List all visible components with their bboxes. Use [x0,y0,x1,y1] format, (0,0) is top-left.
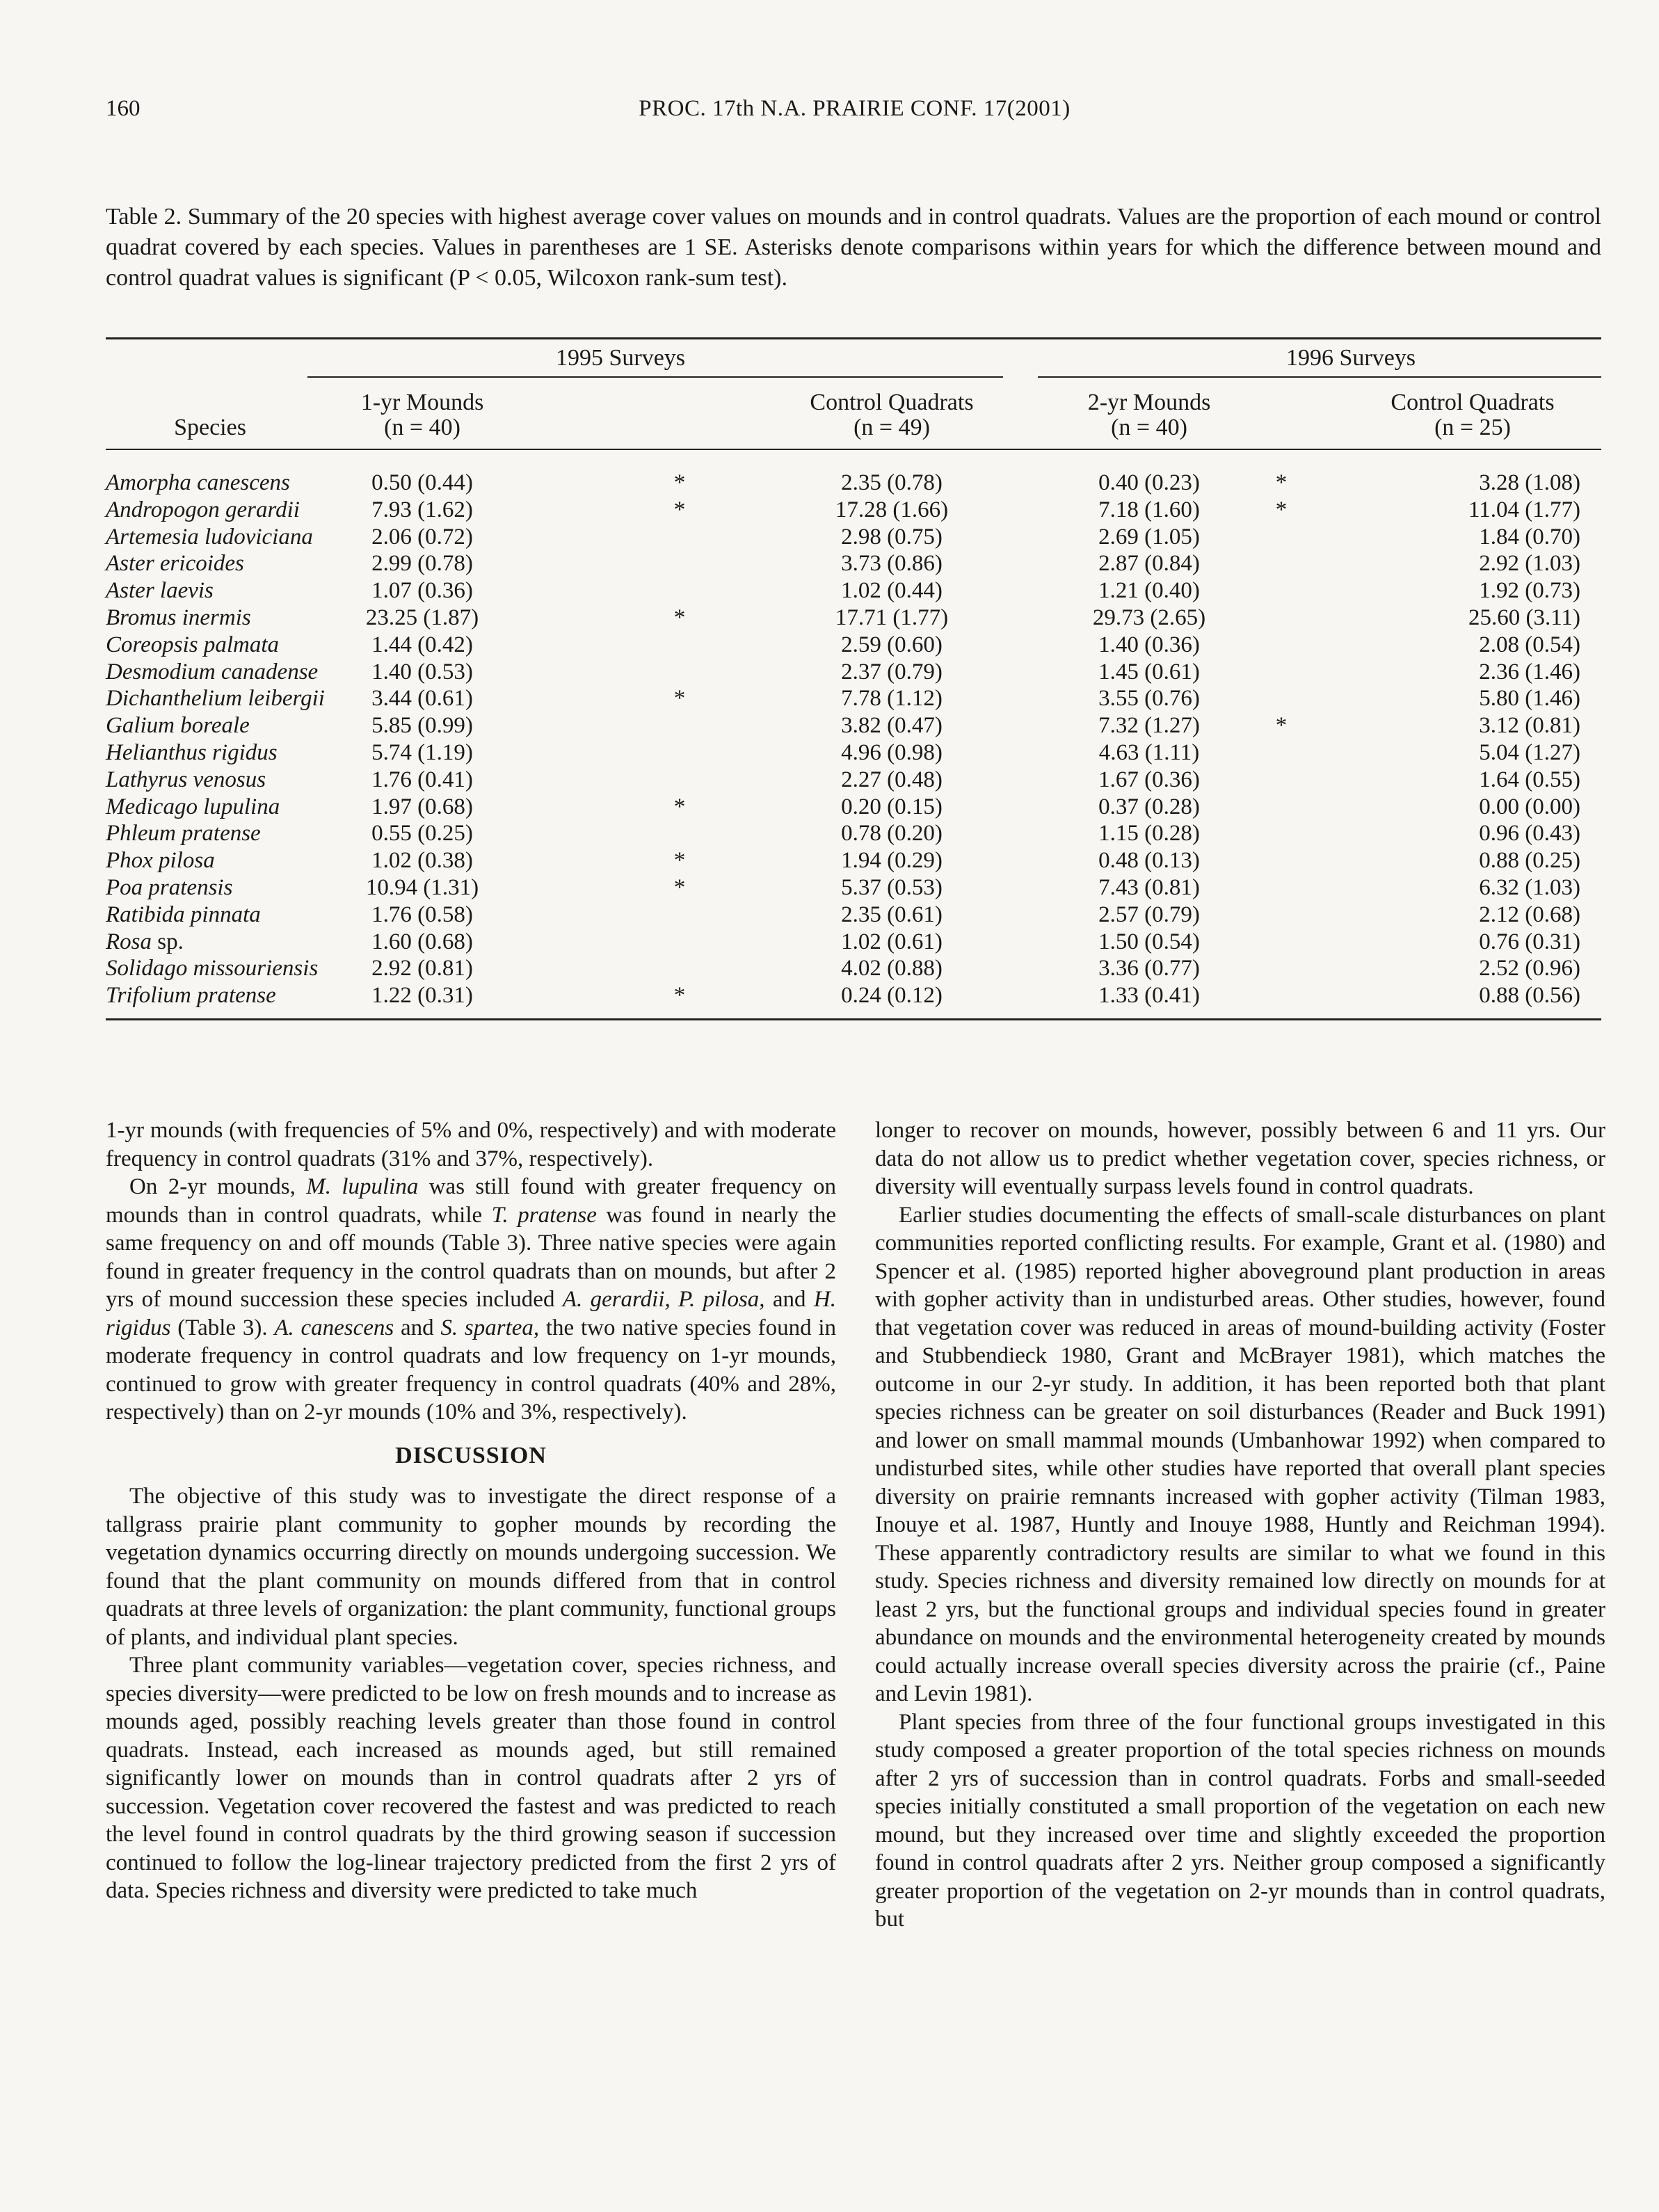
paragraph: The objective of this study was to investigate the direct response of a tallgrass prairie plant community to gopher mounds by recording the vegetation dynamics occurring directly on mounds undergoing succession. We found that the plant community on mounds differed from that in control quadrats at three levels of organization: the plant community, functional groups of plants, and individual plant species. [106,1484,836,1650]
paragraph: On 2-yr mounds, M. lupulina was still found with greater frequency on mounds than in control quadrats, while T. pratense was found in nearly the same frequency on and off mounds (Table 3). Three native species were again found in greater frequency in the control quadrats than on mounds, but after 2 yrs of mound succession these species included A. gerardii, P. pilosa, and H. rigidus (Table 3). A. canescens and S. spartea, the two native species found in moderate frequency in control quadrats and low frequency on 1-yr mounds, continued to grow with greater frequency in control quadrats (40% and 28%, respectively) than on 2-yr mounds (10% and 3%, respectively). [106,1174,837,1425]
table-row [106,604,1601,632]
mound-2yr-value: 2.69 (1.05) [1098,524,1200,550]
control-1996-value: 1.84 (0.70) [1479,524,1580,550]
mound-1yr-value: 1.97 (0.68) [371,794,473,819]
table-top-rule [106,337,1601,339]
table-row [106,497,1601,524]
control-1996-value: 5.04 (1.27) [1479,739,1580,765]
control-1996-value: 2.92 (1.03) [1479,551,1580,577]
mound-1yr-value: 1.40 (0.53) [371,659,473,684]
mound-1yr-value: 10.94 (1.31) [365,874,479,900]
species-name: Medicago lupulina [106,794,280,819]
table-row [106,955,1601,982]
control-1996-value: 0.00 (0.00) [1479,794,1580,819]
mound-1yr-value: 2.06 (0.72) [371,524,473,550]
control-1995-value: 1.94 (0.29) [841,848,943,874]
table-body [106,470,1601,1009]
species-name: Rosa sp. [106,929,184,954]
mound-2yr-value: 29.73 (2.65) [1092,604,1206,630]
control-1996-value: 6.32 (1.03) [1479,874,1580,900]
mound-1yr-value: 23.25 (1.87) [365,604,479,630]
sig-1995: * [673,848,686,874]
survey-1995-rule [307,376,1003,378]
species-name: Lathyrus venosus [106,767,266,792]
paragraph: Earlier studies documenting the effects of small-scale disturbances on plant communities reported conflicting results. For example, Grant et al. (1980) and Spencer et al. (1985) reported higher aboveground plant production in areas with gopher activity than in undisturbed areas. Other studies, however, found that vegetation cover was reduced in areas of mound-building activity (Foster and Stubbendieck 1980, Grant and McBrayer 1981), which matches the outcome in our 2-yr study. In addition, it has been reported both that plant species richness can be greater on soil disturbances (Reader and Buck 1991) and lower on small mammal mounds (Umbanhowar 1992) when compared to undisturbed sites, while other studies have reported that overall plant species diversity on prairie remnants increased with gopher activity (Tilman 1983, Inouye et al. 1987, Huntly and Inouye 1988, Huntly and Reichman 1994). These apparently contradictory results are similar to what we found in this study. Species richness and diversity remained low directly on mounds for at least 2 yrs, but the functional groups and individual species found in greater abundance on mounds and the environmental heterogeneity created by mounds could actually increase overall species diversity across the prairie (cf., Paine and Levin 1981). [875,1202,1605,1706]
table-row [106,470,1601,497]
species-name: Andropogon gerardii [106,497,300,522]
col-2yr-mounds: 2-yr Mounds [1087,390,1211,415]
mound-2yr-value: 1.33 (0.41) [1098,983,1200,1009]
mound-2yr-value: 0.40 (0.23) [1098,470,1200,495]
table-row [106,577,1601,604]
control-1996-value: 25.60 (3.11) [1468,604,1580,630]
control-1995-value: 0.78 (0.20) [841,821,943,847]
control-1996-value: 2.08 (0.54) [1479,632,1580,657]
mound-2yr-value: 1.45 (0.61) [1098,659,1200,684]
control-1995-value: 0.24 (0.12) [841,983,943,1009]
paragraph: longer to recover on mounds, however, possibly between 6 and 11 yrs. Our data do not allow us to predict whether vegetation cover, species richness, or diversity will eventually surpass levels found in control quadrats. [875,1118,1605,1199]
control-1996-value: 3.28 (1.08) [1479,470,1580,495]
species-name: Trifolium pratense [106,983,276,1009]
control-1995-value: 2.59 (0.60) [841,632,943,657]
control-1995-value: 1.02 (0.44) [841,578,943,604]
mound-2yr-value: 1.40 (0.36) [1098,632,1200,657]
control-1995-value: 7.78 (1.12) [841,686,943,712]
species-name: Dichanthelium leibergii [106,686,325,712]
control-1995-value: 17.28 (1.66) [835,497,949,522]
species-name: Amorpha canescens [106,470,290,495]
control-1995-value: 2.35 (0.61) [841,901,943,927]
table-row [106,685,1601,712]
species-name: Bromus inermis [106,604,251,630]
mound-2yr-value: 1.67 (0.36) [1098,767,1200,792]
mound-1yr-value: 1.76 (0.41) [371,767,473,792]
col-control-1995-n: (n = 49) [853,415,930,440]
mound-2yr-value: 7.43 (0.81) [1098,874,1200,900]
mound-2yr-value: 0.48 (0.13) [1098,848,1200,874]
mound-1yr-value: 0.50 (0.44) [371,470,473,495]
control-1996-value: 2.36 (1.46) [1479,659,1580,684]
mound-1yr-value: 5.85 (0.99) [371,713,473,739]
control-1995-value: 2.98 (0.75) [841,524,943,550]
paragraph: Plant species from three of the four functional groups investigated in this study composed a greater proportion of the total species richness on mounds after 2 yrs of succession than in control quadrats. Forbs and small-seeded species initially constituted a small proportion of the vegetation on each new mound, but they increased over time and slightly exceeded the proportion found in control quadrats after 2 yrs. Neither group composed a significantly greater proportion of the vegetation on 2-yr mounds than in control quadrats, but [875,1709,1605,1932]
left-column [106,1116,836,1905]
control-1995-value: 4.96 (0.98) [841,739,943,765]
table-row [106,929,1601,956]
control-1996-value: 1.92 (0.73) [1479,578,1580,604]
mound-2yr-value: 1.50 (0.54) [1098,929,1200,954]
col-1yr-mounds: 1-yr Mounds [360,390,484,415]
control-1996-value: 11.04 (1.77) [1468,497,1580,522]
table-bottom-rule [106,1018,1601,1020]
mound-2yr-value: 2.57 (0.79) [1098,901,1200,927]
col-control-1996: Control Quadrats [1390,390,1555,415]
table-row [106,524,1601,551]
control-1995-value: 3.73 (0.86) [841,551,943,577]
species-name: Poa pratensis [106,874,233,900]
col-control-1996-n: (n = 25) [1434,415,1511,440]
species-name: Ratibida pinnata [106,901,261,927]
mound-2yr-value: 2.87 (0.84) [1098,551,1200,577]
sig-1995: * [673,794,686,819]
table-row [106,982,1601,1009]
mound-1yr-value: 2.99 (0.78) [371,551,473,577]
sig-1995: * [673,497,686,522]
control-1996-value: 0.76 (0.31) [1479,929,1580,954]
species-name: Aster laevis [106,578,214,604]
sig-1995: * [673,983,686,1009]
table-row [106,739,1601,767]
control-1996-value: 0.88 (0.56) [1479,983,1580,1009]
control-1995-value: 3.82 (0.47) [841,713,943,739]
mound-2yr-value: 1.15 (0.28) [1098,821,1200,847]
control-1995-value: 2.37 (0.79) [841,659,943,684]
sig-1996: * [1275,470,1288,495]
control-1996-value: 2.52 (0.96) [1479,956,1580,981]
mound-2yr-value: 0.37 (0.28) [1098,794,1200,819]
control-1996-value: 3.12 (0.81) [1479,713,1580,739]
species-name: Coreopsis palmata [106,632,280,657]
sig-1995: * [673,686,686,712]
control-1996-value: 0.88 (0.25) [1479,848,1580,874]
page-header [106,96,1603,131]
control-1995-value: 2.27 (0.48) [841,767,943,792]
table-caption: Table 2. Summary of the 20 species with highest average cover values on mounds and in control quadrats. Values are the proportion of each mound or control quadrat covered by each species. Values in parentheses are 1 SE. Asterisks denote comparisons within years for which the difference between mound and control quadrat values is significant (P < 0.05, Wilcoxon rank-sum test). [106,204,1601,291]
control-1995-value: 1.02 (0.61) [841,929,943,954]
mound-1yr-value: 1.60 (0.68) [371,929,473,954]
col-species: Species [174,415,246,440]
col-control-1995: Control Quadrats [810,390,974,415]
sig-1996: * [1275,497,1288,522]
sig-1996: * [1275,713,1288,739]
species-name: Helianthus rigidus [106,739,278,765]
mound-2yr-value: 1.21 (0.40) [1098,578,1200,604]
table-header-rule [106,449,1601,450]
mound-2yr-value: 3.55 (0.76) [1098,686,1200,712]
control-1996-value: 2.12 (0.68) [1479,901,1580,927]
control-1995-value: 4.02 (0.88) [841,956,943,981]
table-row [106,712,1601,739]
species-name: Phox pilosa [106,848,215,874]
control-1995-value: 17.71 (1.77) [835,604,949,630]
mound-2yr-value: 4.63 (1.11) [1098,739,1200,765]
mound-2yr-value: 7.32 (1.27) [1098,713,1200,739]
control-1996-value: 0.96 (0.43) [1479,821,1580,847]
control-1995-value: 5.37 (0.53) [841,874,943,900]
paragraph: Three plant community variables—vegetation cover, species richness, and species diversity—were predicted to be low on fresh mounds and to increase as mounds aged, possibly reaching levels greater than those found in control quadrats. Instead, each increased as mounds aged, but still remained significantly lower on mounds than in control quadrats after 2 yrs of succession. Vegetation cover recovered the fastest and was predicted to reach the level found in control quadrats by the third growing season if succession continued to follow the log-linear trajectory predicted from the first 2 yrs of data. Species richness and diversity were predicted to take much [106,1653,836,1903]
control-1995-value: 2.35 (0.78) [841,470,943,495]
mound-1yr-value: 2.92 (0.81) [371,956,473,981]
right-column [875,1116,1605,1934]
section-heading: DISCUSSION [395,1442,547,1468]
table-row [106,794,1601,821]
mound-1yr-value: 5.74 (1.19) [371,739,473,765]
mound-1yr-value: 1.02 (0.38) [371,848,473,874]
sig-1995: * [673,470,686,495]
survey-1995-header: 1995 Surveys [555,345,686,371]
species-name: Solidago missouriensis [106,956,319,981]
col-1yr-mounds-n: (n = 40) [384,415,460,440]
species-name: Desmodium canadense [106,659,319,684]
table-row [106,820,1601,847]
table-row [106,847,1601,874]
mound-1yr-value: 1.07 (0.36) [371,578,473,604]
mound-1yr-value: 7.93 (1.62) [371,497,473,522]
species-name: Aster ericoides [106,551,244,577]
species-name: Phleum pratense [106,821,261,847]
control-1996-value: 1.64 (0.55) [1479,767,1580,792]
sig-1995: * [673,604,686,630]
species-name: Galium boreale [106,713,250,739]
table-row [106,901,1601,929]
mound-1yr-value: 3.44 (0.61) [371,686,473,712]
mound-1yr-value: 0.55 (0.25) [371,821,473,847]
mound-2yr-value: 7.18 (1.60) [1098,497,1200,522]
page-number: 160 [106,96,141,121]
paragraph: 1-yr mounds (with frequencies of 5% and 0%, respectively) and with moderate frequency in control quadrats (31% and 37%, respectively). [106,1118,836,1171]
table-row [106,874,1601,901]
table-row [106,632,1601,659]
control-1996-value: 5.80 (1.46) [1479,686,1580,712]
running-head: PROC. 17th N.A. PRAIRIE CONF. 17(2001) [639,96,1071,121]
col-2yr-mounds-n: (n = 40) [1111,415,1187,440]
control-1995-value: 0.20 (0.15) [841,794,943,819]
table-row [106,659,1601,686]
survey-1996-rule [1038,376,1601,378]
sig-1995: * [673,874,686,900]
mound-1yr-value: 1.22 (0.31) [371,983,473,1009]
table-row [106,550,1601,577]
mound-1yr-value: 1.44 (0.42) [371,632,473,657]
mound-2yr-value: 3.36 (0.77) [1098,956,1200,981]
mound-1yr-value: 1.76 (0.58) [371,901,473,927]
survey-1996-header: 1996 Surveys [1285,345,1416,371]
species-name: Artemesia ludoviciana [106,524,313,550]
table-row [106,767,1601,794]
